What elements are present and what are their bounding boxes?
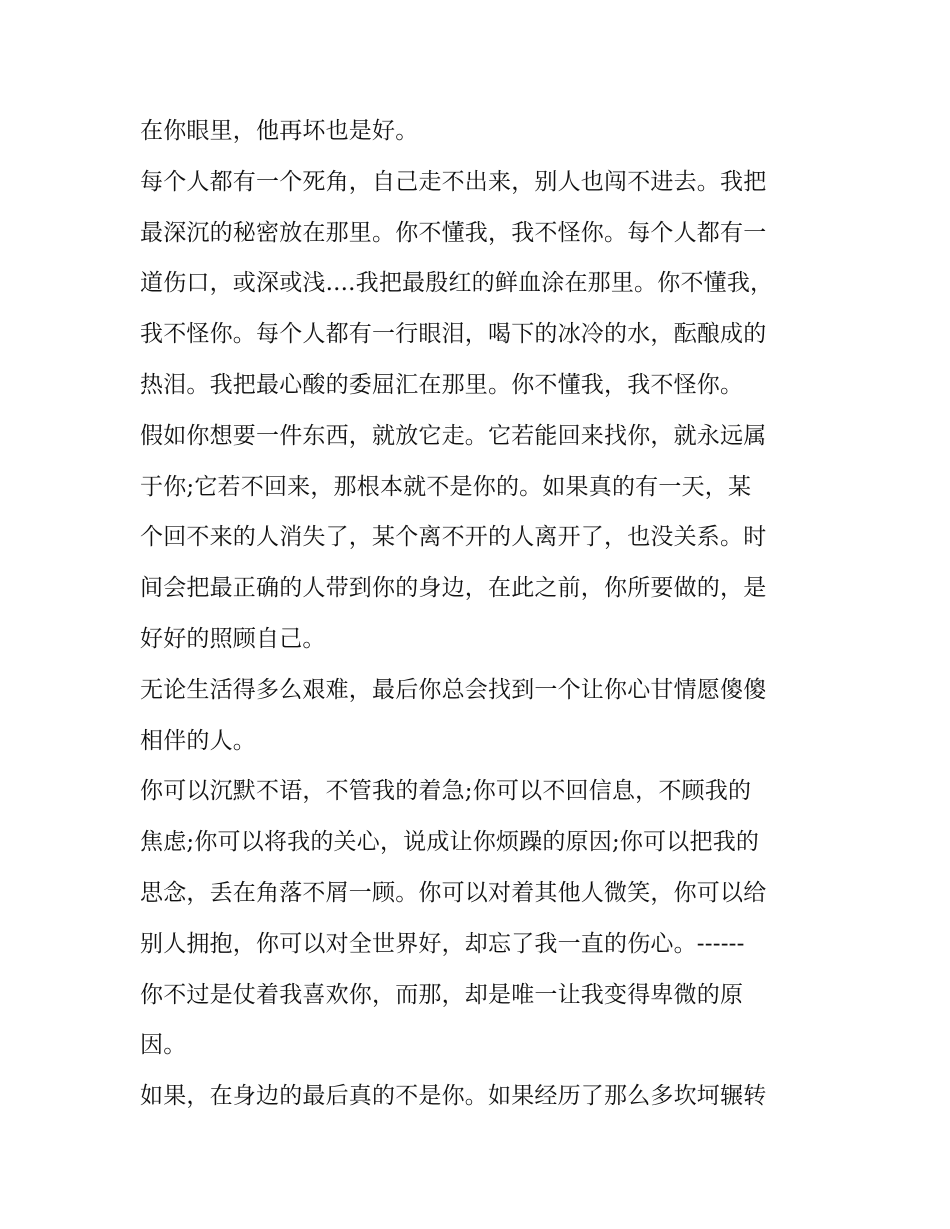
text-line: 相伴的人。 xyxy=(140,727,256,754)
text-line: 无论生活得多么艰难，最后你总会找到一个让你心甘情愿傻傻 xyxy=(140,676,767,703)
text-line: 热泪。我把最心酸的委屈汇在那里。你不懂我，我不怪你。 xyxy=(140,371,744,398)
body-text xyxy=(140,106,820,1122)
text-line: 思念，丢在角落不屑一顾。你可以对着其他人微笑，你可以给 xyxy=(140,879,767,906)
text-line: 如果，在身边的最后真的不是你。如果经历了那么多坎坷辗转 xyxy=(140,1083,767,1110)
text-line: 假如你想要一件东西，就放它走。它若能回来找你，就永远属 xyxy=(140,422,767,449)
text-line: 好好的照顾自己。 xyxy=(140,625,326,652)
text-line: 我不怪你。每个人都有一行眼泪，喝下的冰冷的水，酝酿成的 xyxy=(140,321,767,348)
text-line: 道伤口，或深或浅....我把最殷红的鲜血涂在那里。你不懂我， xyxy=(140,270,774,297)
text-line: 因。 xyxy=(140,1032,187,1059)
text-line: 每个人都有一个死角，自己走不出来，别人也闯不进去。我把 xyxy=(140,168,767,195)
text-line: 别人拥抱，你可以对全世界好，却忘了我一直的伤心。------ xyxy=(140,930,745,957)
text-line: 你不过是仗着我喜欢你，而那，却是唯一让我变得卑微的原 xyxy=(140,981,744,1008)
text-line: 于你;它若不回来，那根本就不是你的。如果真的有一天，某 xyxy=(140,473,752,500)
text-line: 个回不来的人消失了，某个离不开的人离开了，也没关系。时 xyxy=(140,524,767,551)
text-line: 间会把最正确的人带到你的身边，在此之前，你所要做的，是 xyxy=(140,575,767,602)
text-line: 你可以沉默不语，不管我的着急;你可以不回信息，不顾我的 xyxy=(140,778,752,805)
text-line: 在你眼里，他再坏也是好。 xyxy=(140,118,419,144)
text-line: 焦虑;你可以将我的关心，说成让你烦躁的原因;你可以把我的 xyxy=(140,829,760,856)
text-line: 最深沉的秘密放在那里。你不懂我，我不怪你。每个人都有一 xyxy=(140,219,767,246)
